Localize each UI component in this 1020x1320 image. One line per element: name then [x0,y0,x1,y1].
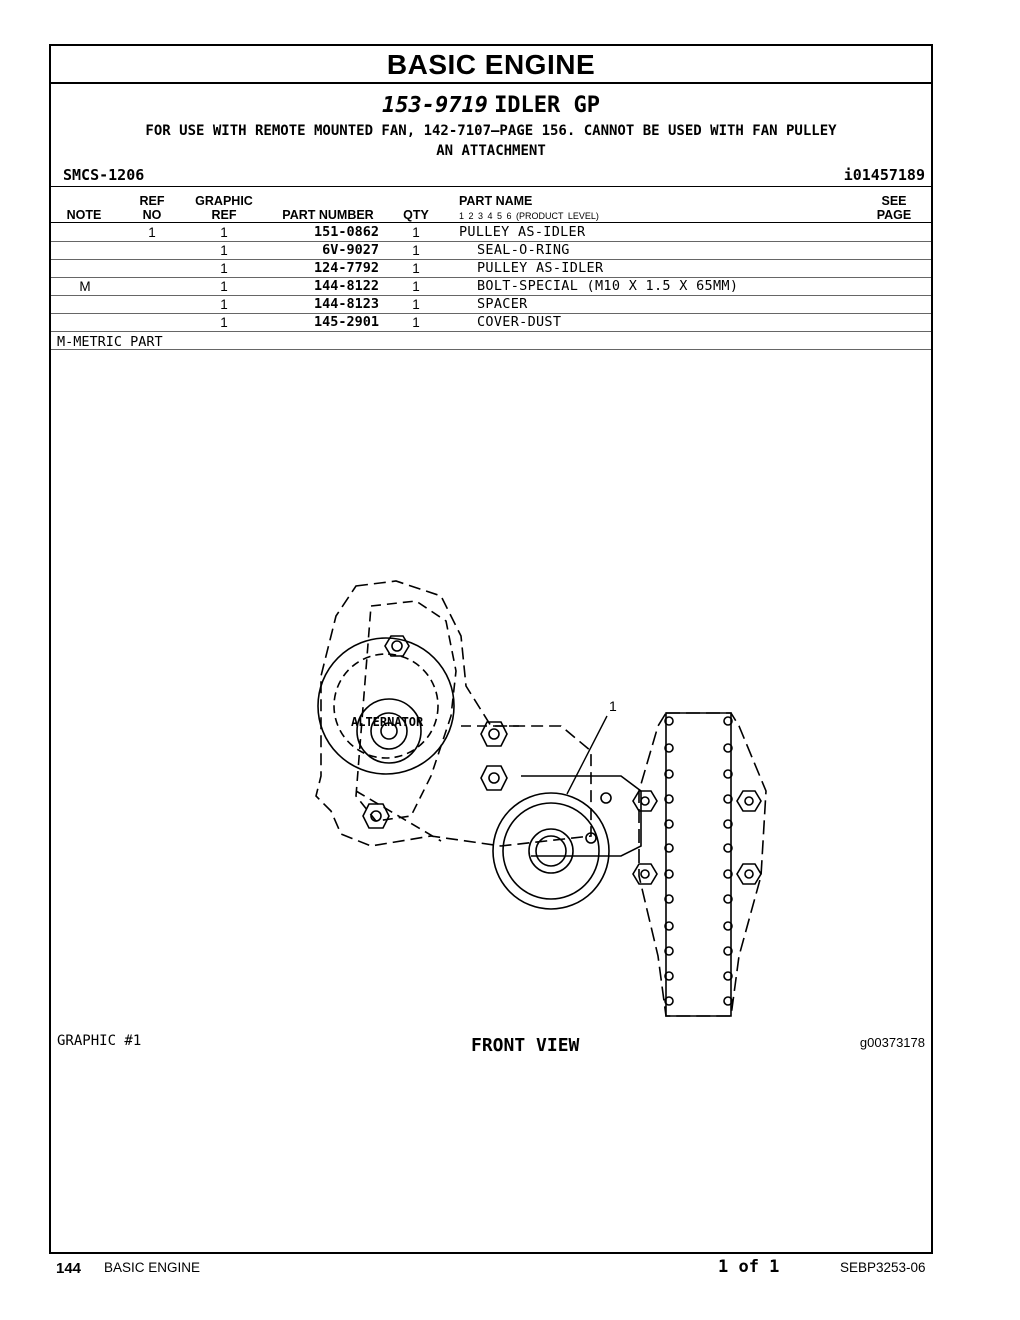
table-row: 1 1 151-0862 1 PULLEY AS-IDLER [51,223,931,242]
col-graphic-ref: GRAPHIC REF [195,194,253,222]
section-title: BASIC ENGINE [51,46,931,84]
group-title [51,92,931,118]
graphic-id: g00373178 [859,1035,925,1050]
group-name: IDLER GP [494,93,601,118]
front-view-label: FRONT VIEW [471,1035,580,1056]
page-number: 144 [56,1260,82,1277]
page-of: 1 of 1 [718,1257,780,1277]
table-row: 1 124-7792 1 PULLEY AS-IDLER [51,259,931,278]
description-line-2: AN ATTACHMENT [436,143,546,159]
col-part-name: PART NAME [459,194,533,208]
graphic-number: GRAPHIC #1 [57,1033,142,1049]
doc-id: SEBP3253-06 [840,1260,926,1275]
col-see-page: SEE PAGE [876,194,912,222]
col-qty: QTY [403,208,429,222]
metric-footnote: M-METRIC PART [57,334,163,350]
callout-number: 1 [609,698,617,714]
group-number: 153-9719 [381,93,488,118]
group-description [51,121,931,161]
footnote-rule [51,349,931,350]
table-row: 1 145-2901 1 COVER-DUST [51,313,931,332]
header-top-rule [51,186,931,187]
smcs-code: SMCS-1206 [63,166,145,184]
table-row: M 1 144-8122 1 BOLT-SPECIAL (M10 X 1.5 X 65MM) [51,277,931,296]
product-level-scale: 1 2 3 4 5 6 (PRODUCT LEVEL) [459,211,599,221]
page-frame [49,44,933,1254]
footer-section: BASIC ENGINE [104,1260,201,1275]
table-row: 1 6V-9027 1 SEAL-O-RING [51,241,931,260]
col-note: NOTE [66,208,102,222]
description-line-1: FOR USE WITH REMOTE MOUNTED FAN, 142-7107—PAGE 156. CANNOT BE USED WITH FAN PULLEY [145,123,837,139]
info-ref-id: i01457189 [843,166,925,184]
table-row: 1 144-8123 1 SPACER [51,295,931,314]
alternator-label: ALTERNATOR [351,715,424,729]
idler-group-illustration [261,576,781,1056]
col-ref-no: REF NO [139,194,165,222]
col-part-number: PART NUMBER [282,208,374,222]
